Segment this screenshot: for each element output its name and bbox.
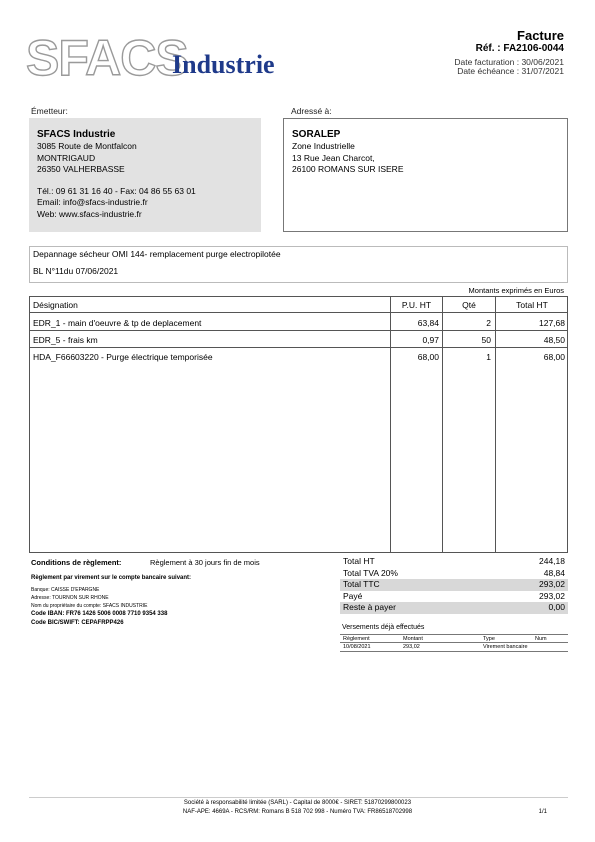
bank-transfer-title: Règlement par virement sur le compte bancaire suivant:	[31, 575, 192, 581]
header-total: Total HT	[516, 300, 548, 310]
recipient-address-2: 13 Rue Jean Charcot,	[292, 152, 375, 163]
subject-line: Depannage sécheur OMI 144- remplacement purge electropilotée	[33, 249, 281, 259]
issuer-phone: Tél.: 09 61 31 16 40 - Fax: 04 86 55 63 01	[37, 185, 196, 196]
payment-row	[340, 643, 568, 651]
payment-conditions-value: Règlement à 30 jours fin de mois	[150, 558, 260, 567]
page-number: 1/1	[538, 809, 547, 815]
issuer-website: Web: www.sfacs-industrie.fr	[37, 208, 142, 219]
recipient-block	[283, 118, 568, 232]
recipient-address-1: Zone Industrielle	[292, 141, 355, 151]
payments-table	[340, 634, 568, 652]
remaining-label: Reste à payer	[343, 602, 396, 612]
payment-type: Virement bancaire	[483, 644, 528, 650]
item-unit-price: 63,84	[417, 318, 439, 328]
item-designation: HDA_F66603220 - Purge électrique temporisée	[33, 352, 213, 362]
paid-row	[340, 591, 568, 603]
total-ht-value: 244,18	[539, 556, 565, 566]
item-designation: EDR_1 - main d'oeuvre & tp de deplacement	[33, 318, 202, 328]
total-ttc-value: 293,02	[539, 579, 565, 589]
items-table	[29, 296, 568, 553]
payment-conditions-label: Conditions de règlement:	[31, 558, 122, 567]
recipient-address-3: 26100 ROMANS SUR ISERE	[292, 164, 404, 174]
total-ttc-label: Total TTC	[343, 579, 380, 589]
payments-header-row	[340, 635, 568, 643]
bank-address: Adresse: TOURNON SUR RHONE	[31, 595, 109, 601]
invoice-reference: Réf. : FA2106-0044	[475, 43, 564, 54]
remaining-value: 0,00	[548, 602, 565, 612]
document-title: Facture	[517, 28, 564, 43]
issuer-address-2: MONTRIGAUD	[37, 152, 96, 163]
issuer-label: Émetteur:	[31, 106, 68, 116]
currency-note: Montants exprimés en Euros	[468, 286, 564, 295]
issuer-address-1: 3085 Route de Montfalcon	[37, 141, 137, 151]
issuer-block	[29, 118, 261, 232]
delivery-note: BL N°11du 07/06/2021	[33, 266, 119, 276]
account-owner: Nom du propriétaire du compte: SFACS INDUSTRIE	[31, 603, 148, 609]
footer-divider	[29, 797, 568, 798]
item-unit-price: 0,97	[422, 335, 439, 345]
invoice-date: Date facturation : 30/06/2021	[454, 57, 564, 67]
total-tva-value: 48,84	[543, 567, 565, 578]
remaining-row	[340, 602, 568, 614]
item-quantity: 1	[486, 352, 491, 362]
recipient-label: Adressé à:	[291, 106, 332, 116]
invoice-subject	[29, 246, 568, 283]
item-unit-price: 68,00	[417, 352, 439, 362]
item-total: 127,68	[539, 318, 565, 328]
logo-wordmark: SFACS	[26, 30, 188, 86]
issuer-email: Email: info@sfacs-industrie.fr	[37, 197, 148, 207]
footer-legal-2: NAF-APE: 4669A - RCS/RM: Romans B 518 702 998 - Numéro TVA: FR86518702998	[182, 809, 413, 815]
item-total: 48,50	[543, 335, 565, 345]
iban-code: Code IBAN: FR76 1426 5006 0008 7710 9354 338	[31, 611, 168, 617]
header-quantity: Qté	[462, 300, 476, 310]
total-ht-row	[340, 556, 568, 568]
payment-amount: 293,02	[403, 644, 420, 650]
total-ht-label: Total HT	[343, 556, 375, 566]
paid-value: 293,02	[539, 590, 565, 601]
company-logo	[26, 30, 291, 86]
total-tva-row	[340, 568, 568, 580]
payment-amount-header: Montant	[403, 636, 423, 642]
issuer-address-3: 26350 VALHERBASSE	[37, 164, 125, 174]
payment-date: 10/08/2021	[343, 644, 371, 650]
header-unit-price: P.U. HT	[401, 300, 432, 310]
payment-num-header: Num	[535, 636, 547, 642]
bank-name: Banque: CAISSE D'EPARGNE	[31, 587, 100, 593]
payment-type-header: Type	[483, 636, 495, 642]
payments-title: Versements déjà effectués	[342, 624, 425, 631]
recipient-name: SORALEP	[292, 129, 341, 140]
total-tva-label: Total TVA 20%	[343, 567, 398, 578]
footer-legal-1: Société à responsabilité limitée (SARL) - Capital de 8000€ - SIRET: 51870299800023	[183, 800, 412, 806]
total-ttc-row	[340, 579, 568, 591]
totals-block	[340, 556, 568, 614]
payment-date-header: Règlement	[343, 636, 370, 642]
header-designation: Désignation	[33, 300, 78, 310]
logo-subtitle: Industrie	[172, 50, 275, 79]
bic-code: Code BIC/SWIFT: CEPAFRPP426	[31, 620, 124, 626]
item-total: 68,00	[543, 352, 565, 362]
due-date: Date échéance : 31/07/2021	[457, 66, 564, 76]
paid-label: Payé	[343, 590, 363, 601]
item-quantity: 50	[481, 335, 491, 345]
issuer-name: SFACS Industrie	[37, 129, 116, 140]
item-quantity: 2	[486, 318, 491, 328]
item-designation: EDR_5 - frais km	[33, 335, 98, 345]
